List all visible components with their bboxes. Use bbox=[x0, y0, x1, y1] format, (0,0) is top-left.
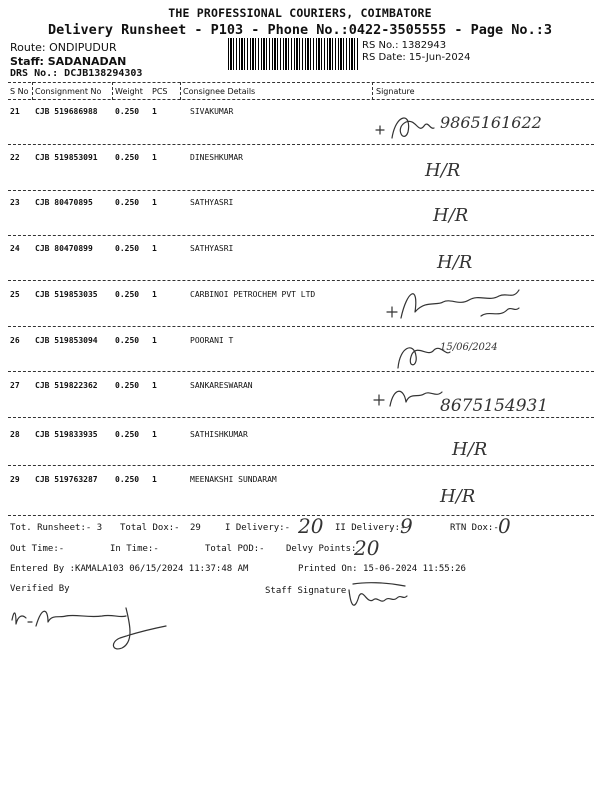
col-divider bbox=[32, 82, 33, 100]
handwritten-mark: H/R bbox=[440, 486, 476, 507]
row-consignee: MEENAKSHI SUNDARAM bbox=[190, 475, 277, 484]
row-weight: 0.250 bbox=[115, 430, 140, 439]
row-sno: 29 bbox=[10, 475, 20, 484]
row-pcs: 1 bbox=[152, 290, 157, 299]
in-time-label: In Time:- bbox=[110, 544, 159, 554]
row-sno: 24 bbox=[10, 244, 20, 253]
handwritten-phone: 9865161622 bbox=[440, 113, 542, 132]
row-consignment: CJB 519686988 bbox=[35, 107, 98, 116]
handwritten-mark: H/R bbox=[452, 439, 488, 460]
runsheet-title: Delivery Runsheet - P103 - Phone No.:0422-3505555 - Page No.:3 bbox=[48, 22, 552, 38]
rtn-dox-value: 0 bbox=[498, 514, 511, 538]
out-time-label: Out Time:- bbox=[10, 544, 65, 554]
handwritten-mark: H/R bbox=[437, 252, 473, 273]
row-pcs: 1 bbox=[152, 198, 157, 207]
row-consignment: CJB 80470899 bbox=[35, 244, 93, 253]
i-delivery-value: 20 bbox=[298, 514, 324, 538]
row-divider bbox=[8, 144, 594, 145]
row-weight: 0.250 bbox=[115, 107, 140, 116]
row-pcs: 1 bbox=[152, 430, 157, 439]
delvy-points-value: 20 bbox=[354, 536, 380, 560]
company-title: THE PROFESSIONAL COURIERS, COIMBATORE bbox=[168, 6, 432, 20]
row-consignment: CJB 519853094 bbox=[35, 336, 98, 345]
handwritten-date: 15/06/2024 bbox=[440, 342, 498, 353]
ii-delivery-label: II Delivery:- bbox=[335, 523, 406, 533]
row-sno: 23 bbox=[10, 198, 20, 207]
row-consignment: CJB 519853091 bbox=[35, 153, 98, 162]
staff-label: Staff: SADANADAN bbox=[10, 55, 127, 68]
row-weight: 0.250 bbox=[115, 244, 140, 253]
row-divider bbox=[8, 465, 594, 466]
i-delivery-label: I Delivery:- bbox=[225, 523, 291, 533]
entered-by: Entered By :KAMALA103 06/15/2024 11:37:48 AM bbox=[10, 564, 249, 574]
row-divider bbox=[8, 371, 594, 372]
row-weight: 0.250 bbox=[115, 381, 140, 390]
row-consignee: SATHISHKUMAR bbox=[190, 430, 248, 439]
handwritten-mark: H/R bbox=[425, 160, 461, 181]
row-weight: 0.250 bbox=[115, 153, 140, 162]
row-weight: 0.250 bbox=[115, 290, 140, 299]
col-header-pcs: PCS bbox=[152, 87, 168, 96]
printed-on: Printed On: 15-06-2024 11:55:26 bbox=[298, 564, 466, 574]
row-consignment: CJB 519833935 bbox=[35, 430, 98, 439]
row-weight: 0.250 bbox=[115, 198, 140, 207]
route-label: Route: ONDIPUDUR bbox=[10, 41, 117, 54]
row-weight: 0.250 bbox=[115, 336, 140, 345]
col-divider bbox=[180, 82, 181, 100]
row-consignee: POORANI T bbox=[190, 336, 234, 345]
col-header-signature: Signature bbox=[376, 87, 415, 96]
col-header-consignee: Consignee Details bbox=[183, 87, 256, 96]
row-sno: 21 bbox=[10, 107, 20, 116]
row-pcs: 1 bbox=[152, 153, 157, 162]
col-header-sno: S No bbox=[10, 87, 29, 96]
col-header-weight: Weight bbox=[115, 87, 143, 96]
row-consignee: SANKARESWARAN bbox=[190, 381, 253, 390]
col-header-consignment: Consignment No bbox=[35, 87, 102, 96]
row-consignment: CJB 519763287 bbox=[35, 475, 98, 484]
table-top-rule bbox=[8, 82, 594, 83]
row-pcs: 1 bbox=[152, 381, 157, 390]
row-divider bbox=[8, 235, 594, 236]
row-consignment: CJB 80470895 bbox=[35, 198, 93, 207]
handwritten-mark: H/R bbox=[433, 205, 469, 226]
total-pod-label: Total POD:- bbox=[205, 544, 265, 554]
staff-signature bbox=[345, 580, 415, 614]
row-weight: 0.250 bbox=[115, 475, 140, 484]
rtn-dox-label: RTN Dox:- bbox=[450, 523, 499, 533]
signature-scribble bbox=[370, 382, 450, 412]
row-consignee: CARBINOI PETROCHEM PVT LTD bbox=[190, 290, 316, 299]
row-divider bbox=[8, 280, 594, 281]
verified-by-signature bbox=[8, 598, 173, 658]
barcode-image bbox=[228, 38, 358, 70]
row-consignment: CJB 519822362 bbox=[35, 381, 98, 390]
row-consignee: SATHYASRI bbox=[190, 198, 234, 207]
staff-signature-label: Staff Signature bbox=[265, 586, 347, 596]
rs-number: RS No.: 1382943 bbox=[362, 40, 447, 51]
row-consignee: SIVAKUMAR bbox=[190, 107, 234, 116]
total-dox-label: Total Dox:- bbox=[120, 523, 180, 533]
col-divider bbox=[112, 82, 113, 100]
total-dox-value: 29 bbox=[190, 523, 201, 533]
signature-scribble bbox=[385, 282, 530, 328]
row-sno: 25 bbox=[10, 290, 20, 299]
row-consignee: DINESHKUMAR bbox=[190, 153, 243, 162]
row-sno: 22 bbox=[10, 153, 20, 162]
row-divider bbox=[8, 190, 594, 191]
ii-delivery-value: 9 bbox=[400, 514, 413, 538]
rs-date: RS Date: 15-Jun-2024 bbox=[362, 52, 471, 63]
verified-by-label: Verified By bbox=[10, 584, 70, 594]
row-sno: 26 bbox=[10, 336, 20, 345]
row-sno: 27 bbox=[10, 381, 20, 390]
row-consignment: CJB 519853035 bbox=[35, 290, 98, 299]
row-pcs: 1 bbox=[152, 336, 157, 345]
row-sno: 28 bbox=[10, 430, 20, 439]
delvy-points-label: Delvy Points: bbox=[286, 544, 357, 554]
row-pcs: 1 bbox=[152, 475, 157, 484]
drs-number: DRS No.: DCJB138294303 bbox=[10, 68, 143, 79]
row-divider bbox=[8, 417, 594, 418]
tot-runsheet: Tot. Runsheet:- 3 bbox=[10, 523, 103, 533]
col-divider bbox=[372, 82, 373, 100]
row-consignee: SATHYASRI bbox=[190, 244, 234, 253]
handwritten-phone: 8675154931 bbox=[440, 396, 549, 416]
row-pcs: 1 bbox=[152, 244, 157, 253]
table-header-rule bbox=[8, 99, 594, 100]
row-pcs: 1 bbox=[152, 107, 157, 116]
